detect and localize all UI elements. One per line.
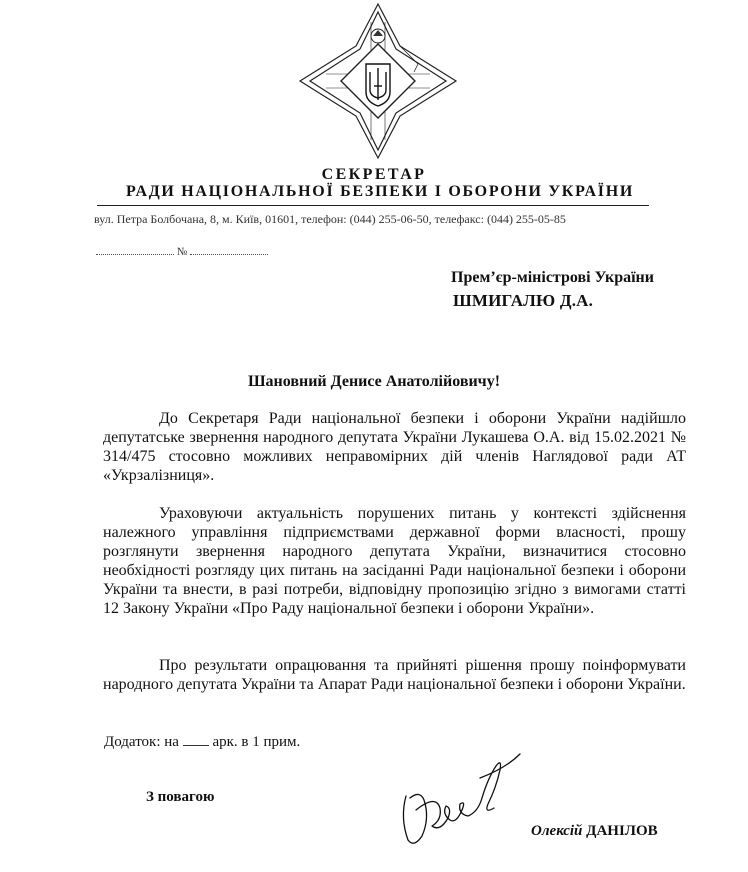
paragraph-text: Про результати опрацювання та прийняті рішення прошу поінформувати народного депутата України та Апарат Ради національної безпеки і оборони України. (103, 657, 686, 693)
salutation: Шановний Денисе Анатолійовичу! (247, 373, 501, 390)
signer-last-name: ДАНІЛОВ (586, 823, 658, 839)
header-title-line1: СЕКРЕТАР (321, 166, 427, 183)
attachment-prefix: Додаток: на (104, 734, 179, 750)
signer-first-name: Олексій (531, 823, 583, 839)
signer-name (531, 823, 658, 840)
body-paragraph-2 (103, 504, 686, 618)
registration-line (96, 244, 268, 258)
attachment-suffix: арк. в 1 прим. (212, 734, 301, 750)
header-address: вул. Петра Болбочана, 8, м. Київ, 01601, телефон: (044) 255-06-50, телефакс: (044) 255-05-85 (94, 212, 566, 226)
registration-date-blank (96, 244, 174, 255)
closing-respect: З повагою (146, 789, 215, 805)
signature (396, 748, 526, 852)
body-paragraph-3 (103, 656, 686, 694)
header-divider (97, 205, 649, 206)
recipient-position: Прем’єр-міністрові України (451, 269, 654, 286)
paragraph-text: Ураховуючи актуальність порушених питань у контексті здійснення належного управління підприємствами державної форми власності, прошу розглянути звернення народного депутата України, визначитися стосовно необхідності розгляду цих питань на засіданні Ради національної безпеки і оборони України та внести, в разі потреби, відповідну пропозицію згідно з вимогами статті 12 Закону України «Про Раду національної безпеки і оборони України». (103, 505, 686, 617)
paragraph-text: До Секретаря Ради національної безпеки і оборони України надійшло депутатське звернення народного депутата України Лукашева О.А. від 15.02.2021 № 314/475 стосовно можливих неправомірних дій членів Наглядової ради АТ «Укрзалізниця». (103, 410, 686, 484)
body-paragraph-1 (103, 409, 686, 485)
registration-number-blank (190, 244, 268, 255)
header-title-line2: РАДИ НАЦІОНАЛЬНОЇ БЕЗПЕКИ І ОБОРОНИ УКРАЇНИ (126, 183, 634, 200)
nsdc-emblem (296, 2, 460, 160)
recipient-name: ШМИГАЛЮ Д.А. (453, 291, 594, 310)
attachment-line (104, 733, 300, 751)
attachment-blank (183, 733, 209, 746)
number-sign: № (176, 246, 188, 258)
